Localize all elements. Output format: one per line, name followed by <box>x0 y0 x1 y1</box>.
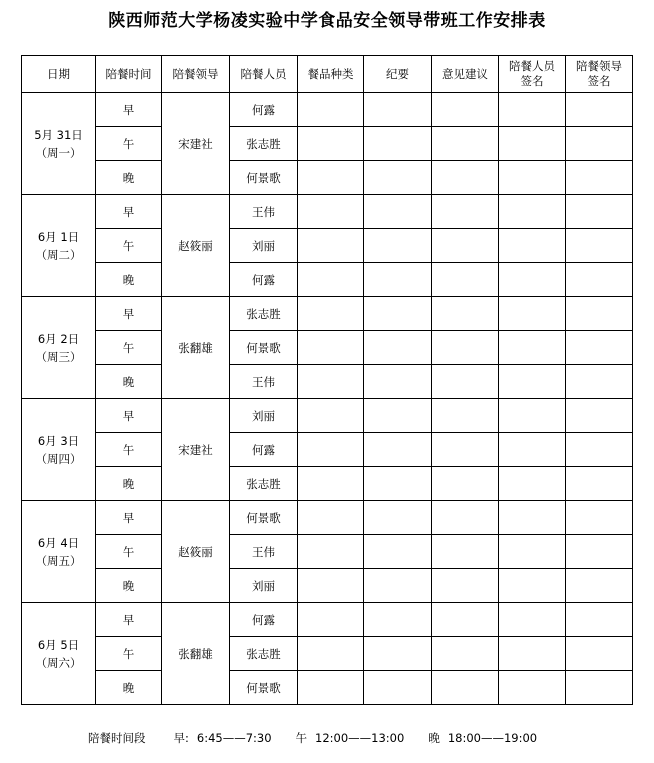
food-type-cell <box>298 467 364 501</box>
leader-signature-cell <box>566 263 633 297</box>
footer-dinner-label: 晚 <box>428 731 440 745</box>
leader-signature-cell <box>566 93 633 127</box>
leader-signature-cell <box>566 603 633 637</box>
meal-time-cell: 晚 <box>96 467 162 501</box>
meal-time-cell: 午 <box>96 433 162 467</box>
staff-cell: 刘丽 <box>230 569 298 603</box>
food-type-cell <box>298 93 364 127</box>
table-row <box>22 127 633 161</box>
notes-cell <box>364 671 432 705</box>
staff-cell: 何景歌 <box>230 331 298 365</box>
food-type-cell <box>298 229 364 263</box>
leader-signature-cell <box>566 535 633 569</box>
food-type-cell <box>298 671 364 705</box>
suggestions-cell <box>432 331 499 365</box>
table-row <box>22 331 633 365</box>
notes-cell <box>364 467 432 501</box>
notes-cell <box>364 365 432 399</box>
meal-time-cell: 午 <box>96 637 162 671</box>
leader-signature-cell <box>566 127 633 161</box>
header-food-type: 餐品种类 <box>298 56 364 93</box>
staff-signature-cell <box>499 263 566 297</box>
suggestions-cell <box>432 603 499 637</box>
leader-cell: 张翻雄 <box>162 603 230 705</box>
leader-signature-cell <box>566 467 633 501</box>
header-staff-signature <box>499 56 566 93</box>
table-row <box>22 297 633 331</box>
meal-time-cell: 晚 <box>96 569 162 603</box>
suggestions-cell <box>432 297 499 331</box>
leader-signature-cell <box>566 331 633 365</box>
date-text: 6月 1日 <box>37 229 80 244</box>
footer-lunch-time: 12:00——13:00 <box>315 731 405 745</box>
suggestions-cell <box>432 467 499 501</box>
meal-time-cell: 早 <box>96 399 162 433</box>
header-staff-signature-line1: 陪餐人员 <box>509 59 555 73</box>
table-row <box>22 365 633 399</box>
footer-dinner-time: 18:00——19:00 <box>447 731 538 745</box>
staff-signature-cell <box>499 501 566 535</box>
meal-time-cell: 晚 <box>96 671 162 705</box>
notes-cell <box>364 161 432 195</box>
header-staff-signature-line2: 签名 <box>520 74 544 88</box>
food-type-cell <box>298 297 364 331</box>
date-text: 6月 3日 <box>37 433 80 448</box>
meal-time-cell: 晚 <box>96 365 162 399</box>
leader-cell: 赵筱丽 <box>162 501 230 603</box>
table-row <box>22 229 633 263</box>
leader-signature-cell <box>566 365 633 399</box>
staff-cell: 张志胜 <box>230 297 298 331</box>
table-row <box>22 501 633 535</box>
staff-cell: 刘丽 <box>230 229 298 263</box>
footer-label: 陪餐时间段 <box>88 731 146 745</box>
date-cell <box>22 501 96 603</box>
date-cell <box>22 195 96 297</box>
staff-signature-cell <box>499 399 566 433</box>
leader-signature-cell <box>566 671 633 705</box>
staff-signature-cell <box>499 297 566 331</box>
table-row <box>22 93 633 127</box>
meal-time-cell: 午 <box>96 331 162 365</box>
suggestions-cell <box>432 365 499 399</box>
meal-time-footer <box>88 730 537 746</box>
footer-lunch-label: 午 <box>295 731 308 745</box>
date-cell <box>22 93 96 195</box>
staff-cell: 王伟 <box>230 535 298 569</box>
notes-cell <box>364 297 432 331</box>
staff-signature-cell <box>499 93 566 127</box>
staff-cell: 何景歌 <box>230 501 298 535</box>
food-type-cell <box>298 195 364 229</box>
staff-signature-cell <box>499 331 566 365</box>
header-leader-signature-line1: 陪餐领导 <box>576 59 622 73</box>
suggestions-cell <box>432 127 499 161</box>
date-text: 6月 2日 <box>37 331 80 346</box>
notes-cell <box>364 501 432 535</box>
meal-time-cell: 午 <box>96 229 162 263</box>
header-time: 陪餐时间 <box>96 56 162 93</box>
footer-breakfast-label: 早: <box>173 731 189 745</box>
date-cell <box>22 603 96 705</box>
suggestions-cell <box>432 93 499 127</box>
staff-cell: 何景歌 <box>230 161 298 195</box>
staff-cell: 何景歌 <box>230 671 298 705</box>
header-date: 日期 <box>22 56 96 93</box>
leader-cell: 宋建社 <box>162 93 230 195</box>
food-type-cell <box>298 263 364 297</box>
date-cell <box>22 297 96 399</box>
suggestions-cell <box>432 569 499 603</box>
weekday-text: （周五） <box>35 553 82 568</box>
table-row <box>22 161 633 195</box>
page-title: 陕西师范大学杨凌实验中学食品安全领导带班工作安排表 <box>108 11 546 31</box>
table-row <box>22 569 633 603</box>
notes-cell <box>364 637 432 671</box>
table-row <box>22 433 633 467</box>
leader-signature-cell <box>566 161 633 195</box>
staff-signature-cell <box>499 603 566 637</box>
staff-signature-cell <box>499 569 566 603</box>
suggestions-cell <box>432 161 499 195</box>
suggestions-cell <box>432 535 499 569</box>
staff-cell: 何露 <box>230 263 298 297</box>
leader-cell: 赵筱丽 <box>162 195 230 297</box>
suggestions-cell <box>432 229 499 263</box>
staff-cell: 何露 <box>230 433 298 467</box>
food-type-cell <box>298 161 364 195</box>
staff-cell: 何露 <box>230 93 298 127</box>
staff-cell: 王伟 <box>230 195 298 229</box>
header-suggestions: 意见建议 <box>432 56 499 93</box>
meal-time-cell: 午 <box>96 127 162 161</box>
staff-signature-cell <box>499 229 566 263</box>
date-text: 6月 4日 <box>37 535 80 550</box>
leader-signature-cell <box>566 569 633 603</box>
footer-breakfast-time: 6:45——7:30 <box>196 731 272 745</box>
food-type-cell <box>298 569 364 603</box>
notes-cell <box>364 569 432 603</box>
leader-signature-cell <box>566 297 633 331</box>
staff-cell: 刘丽 <box>230 399 298 433</box>
food-type-cell <box>298 603 364 637</box>
food-type-cell <box>298 399 364 433</box>
food-type-cell <box>298 331 364 365</box>
staff-signature-cell <box>499 161 566 195</box>
leader-signature-cell <box>566 399 633 433</box>
table-row <box>22 263 633 297</box>
table-row <box>22 535 633 569</box>
meal-time-cell: 晚 <box>96 161 162 195</box>
table-row <box>22 603 633 637</box>
staff-cell: 张志胜 <box>230 637 298 671</box>
staff-signature-cell <box>499 433 566 467</box>
staff-cell: 张志胜 <box>230 467 298 501</box>
food-type-cell <box>298 365 364 399</box>
header-leader: 陪餐领导 <box>162 56 230 93</box>
staff-signature-cell <box>499 671 566 705</box>
leader-signature-cell <box>566 637 633 671</box>
weekday-text: （周二） <box>35 247 82 262</box>
notes-cell <box>364 603 432 637</box>
staff-signature-cell <box>499 127 566 161</box>
notes-cell <box>364 263 432 297</box>
notes-cell <box>364 331 432 365</box>
notes-cell <box>364 229 432 263</box>
staff-signature-cell <box>499 535 566 569</box>
staff-cell: 何露 <box>230 603 298 637</box>
leader-signature-cell <box>566 433 633 467</box>
food-type-cell <box>298 637 364 671</box>
food-type-cell <box>298 433 364 467</box>
notes-cell <box>364 433 432 467</box>
suggestions-cell <box>432 501 499 535</box>
table-row <box>22 467 633 501</box>
meal-time-cell: 早 <box>96 195 162 229</box>
notes-cell <box>364 399 432 433</box>
food-type-cell <box>298 127 364 161</box>
date-text: 5月 31日 <box>34 127 83 142</box>
staff-signature-cell <box>499 637 566 671</box>
staff-cell: 张志胜 <box>230 127 298 161</box>
leader-cell: 张翻雄 <box>162 297 230 399</box>
meal-time-cell: 早 <box>96 93 162 127</box>
suggestions-cell <box>432 263 499 297</box>
header-notes: 纪要 <box>364 56 432 93</box>
date-cell <box>22 399 96 501</box>
header-leader-signature-line2: 签名 <box>587 74 611 88</box>
weekday-text: （周六） <box>35 655 82 670</box>
meal-time-cell: 早 <box>96 501 162 535</box>
leader-cell: 宋建社 <box>162 399 230 501</box>
suggestions-cell <box>432 195 499 229</box>
notes-cell <box>364 195 432 229</box>
table-row <box>22 195 633 229</box>
header-row <box>22 56 633 93</box>
header-leader-signature <box>566 56 633 93</box>
staff-signature-cell <box>499 195 566 229</box>
meal-time-cell: 午 <box>96 535 162 569</box>
food-type-cell <box>298 535 364 569</box>
table-row <box>22 671 633 705</box>
leader-signature-cell <box>566 229 633 263</box>
weekday-text: （周四） <box>35 451 82 466</box>
notes-cell <box>364 535 432 569</box>
table-row <box>22 399 633 433</box>
leader-signature-cell <box>566 501 633 535</box>
weekday-text: （周三） <box>35 349 82 364</box>
suggestions-cell <box>432 433 499 467</box>
meal-time-cell: 晚 <box>96 263 162 297</box>
notes-cell <box>364 127 432 161</box>
table-row <box>22 637 633 671</box>
staff-cell: 王伟 <box>230 365 298 399</box>
suggestions-cell <box>432 671 499 705</box>
food-type-cell <box>298 501 364 535</box>
suggestions-cell <box>432 637 499 671</box>
meal-time-cell: 早 <box>96 297 162 331</box>
suggestions-cell <box>432 399 499 433</box>
notes-cell <box>364 93 432 127</box>
schedule-body <box>22 93 633 705</box>
weekday-text: （周一） <box>35 145 82 160</box>
staff-signature-cell <box>499 467 566 501</box>
date-text: 6月 5日 <box>37 637 80 652</box>
leader-signature-cell <box>566 195 633 229</box>
header-staff: 陪餐人员 <box>230 56 298 93</box>
schedule-table <box>21 55 633 705</box>
meal-time-cell: 早 <box>96 603 162 637</box>
staff-signature-cell <box>499 365 566 399</box>
